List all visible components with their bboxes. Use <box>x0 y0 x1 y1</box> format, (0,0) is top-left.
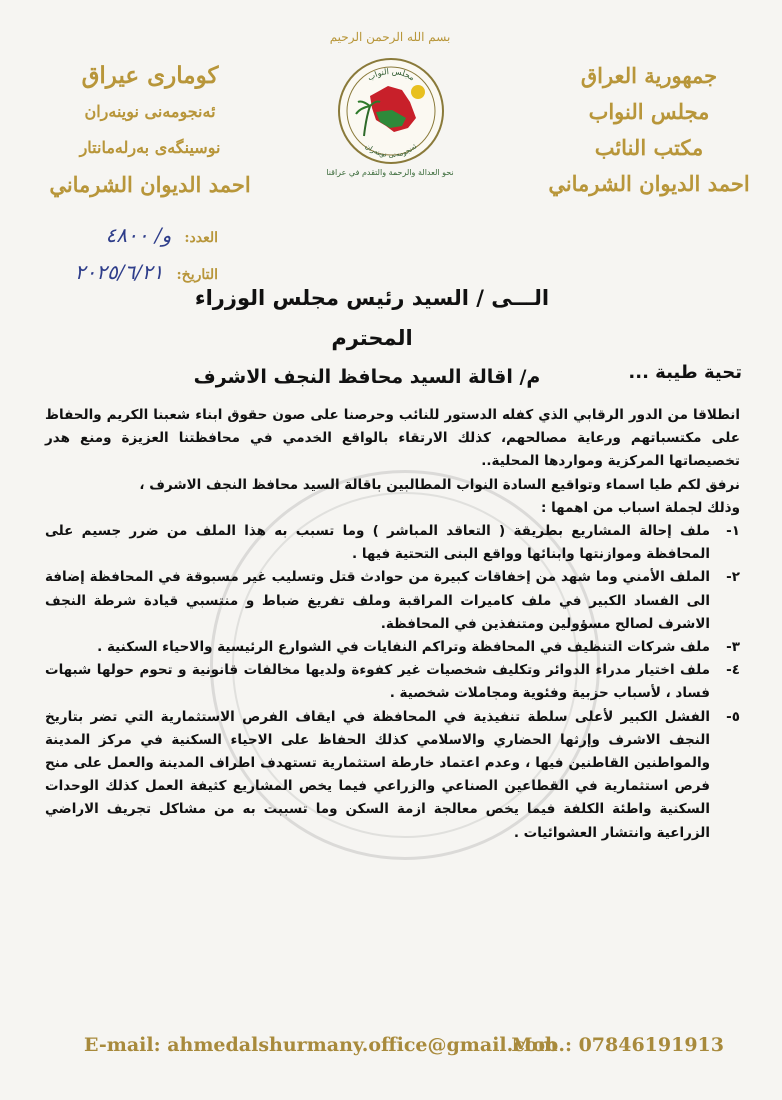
attachment-paragraph: نرفق لكم طيا اسماء وتواقيع السادة النواب المطالبين باقالة السيد محافظ النجف الاشرف ، <box>139 476 740 493</box>
letterhead-member-name: احمد الديوان الشرماني <box>548 171 750 196</box>
reference-number-row <box>38 218 218 255</box>
parliament-logo-icon <box>336 56 446 166</box>
letterhead-country: جمهورية العراق <box>580 63 718 88</box>
subject-line: م/ اقالة السيد محافظ النجف الاشرف <box>193 366 541 388</box>
list-item-number: ٢- <box>726 569 740 586</box>
list-item-number: ٤- <box>726 662 740 679</box>
footer-email: E-mail: ahmedalshurmany.office@gmail.com <box>84 1034 558 1056</box>
list-item-number: ٥- <box>726 708 740 725</box>
header-left-letterhead <box>40 58 260 204</box>
reasons-list <box>45 520 740 845</box>
list-item-number: ٣- <box>726 639 740 656</box>
list-item <box>45 566 740 636</box>
intro-paragraph: انطلاقا من الدور الرقابي الذي كفله الدستور للنائب وحرصنا على صون حقوق ابناء شعبنا الكريم والحفاظ على مكتسباتهم ورعاية مصالحهم، كذلك الارتقاء بالواقع الخدمي في محافظتنا العزيزة ومنع هدر تخصيصاتها المركزية ومواردها المحلية.. <box>45 407 740 470</box>
list-item-text: ملف شركات التنظيف في المحافظة وتراكم النفايات في الشوارع الرئيسية والاحياء السكنية . <box>97 639 710 656</box>
letter-body <box>45 404 740 845</box>
logo-motto: نحو العدالة والرحمة والتقدم في عراقنا <box>326 168 454 177</box>
list-item-text: ملف إحالة المشاريع بطريقة ( التعاقد المباشر ) وما تسبب به هذا الملف من ضرر جسيم على المحافظة وموازنتها وابنائها وواقع البنى التحتية فيها . <box>45 523 710 563</box>
footer-mobile: Mob.: 07846191913 <box>511 1034 724 1056</box>
letterhead-kurdish-council: ئەنجومەنی نوینەران <box>84 102 216 121</box>
reasons-intro: وذلك لجملة اسباب من اهمها : <box>541 499 740 516</box>
logo-bottom-text: ئەنجومەنی نوینەران <box>363 142 419 160</box>
list-item <box>45 520 740 566</box>
letterhead-office: مكتب النائب <box>594 135 704 160</box>
letterhead-kurdish-member-name: احمد الديوان الشرماني <box>49 172 251 197</box>
date-value: ٢٠٢٥/٦/٢١ <box>74 260 164 284</box>
footer-contact <box>84 1034 724 1064</box>
number-value: و/ ٤٨٠٠ <box>105 223 172 247</box>
date-label: التاريخ: <box>176 267 218 283</box>
letterhead-kurdish-office: نوسینگەی بەرلەمانتار <box>79 138 221 157</box>
list-item <box>45 706 740 845</box>
letterhead-kurdish-country: كوماری عیراق <box>81 62 219 89</box>
letterhead-council: مجلس النواب <box>588 99 710 124</box>
list-item-text: الملف الأمني وما شهد من إخفاقات كبيرة من حوادث قتل وتسليب غير مسبوقة في المحافظة إضافة الى الفساد الكبير في ملف كاميرات المراقبة وملف تفريغ ضباط و منتسبي قيادة شرطة النجف الاشرف لصالح مسؤولين ومتنفذين في المحافظة. <box>45 569 710 632</box>
list-item-number: ١- <box>726 523 740 540</box>
list-item-text: ملف اختيار مدراء الدوائر وتكليف شخصيات غير كفوءة ولديها مخالفات قانونية و تحوم حولها شبهات فساد ، لأسباب حزبية وفئوية ومجاملات شخصية . <box>45 662 710 702</box>
list-item-text: الفشل الكبير لأعلى سلطة تنفيذية في المحافظة في ايقاف الفرص الاستثمارية التي تضر بتاريخ النجف الاشرف وإرثها الحضاري والاسلامي كذلك الحفاظ على الاحياء السكنية في مركز المدينة والمواطنين القاطنين فيها ، وعدم اعتماد خارطة استثمارية تستهدف اطراف المدينة والعمل على منح فرص استثمارية في القطاعين الصناعي والزراعي فيما يخص المشاريع كثيفة العمل كذلك الوحدات السكنية واطئة الكلفة فيما يخص معالجة ازمة السكن وما تسببت به من مشاكل تجريف الاراضي الزراعية وانتشار العشوائيات . <box>45 708 710 841</box>
addressee-line: الـــى / السيد رئيس مجلس الوزراء المحترم <box>194 286 550 350</box>
logo-top-text: مجلس النواب <box>365 66 417 83</box>
greeting: تحية طيبة ... <box>628 362 742 383</box>
number-label: العدد: <box>184 230 218 246</box>
list-item <box>45 659 740 705</box>
basmala: بسم الله الرحمن الرحيم <box>329 30 451 44</box>
header-right-letterhead <box>544 58 754 202</box>
list-item <box>45 636 740 659</box>
addressee-block <box>152 278 592 396</box>
